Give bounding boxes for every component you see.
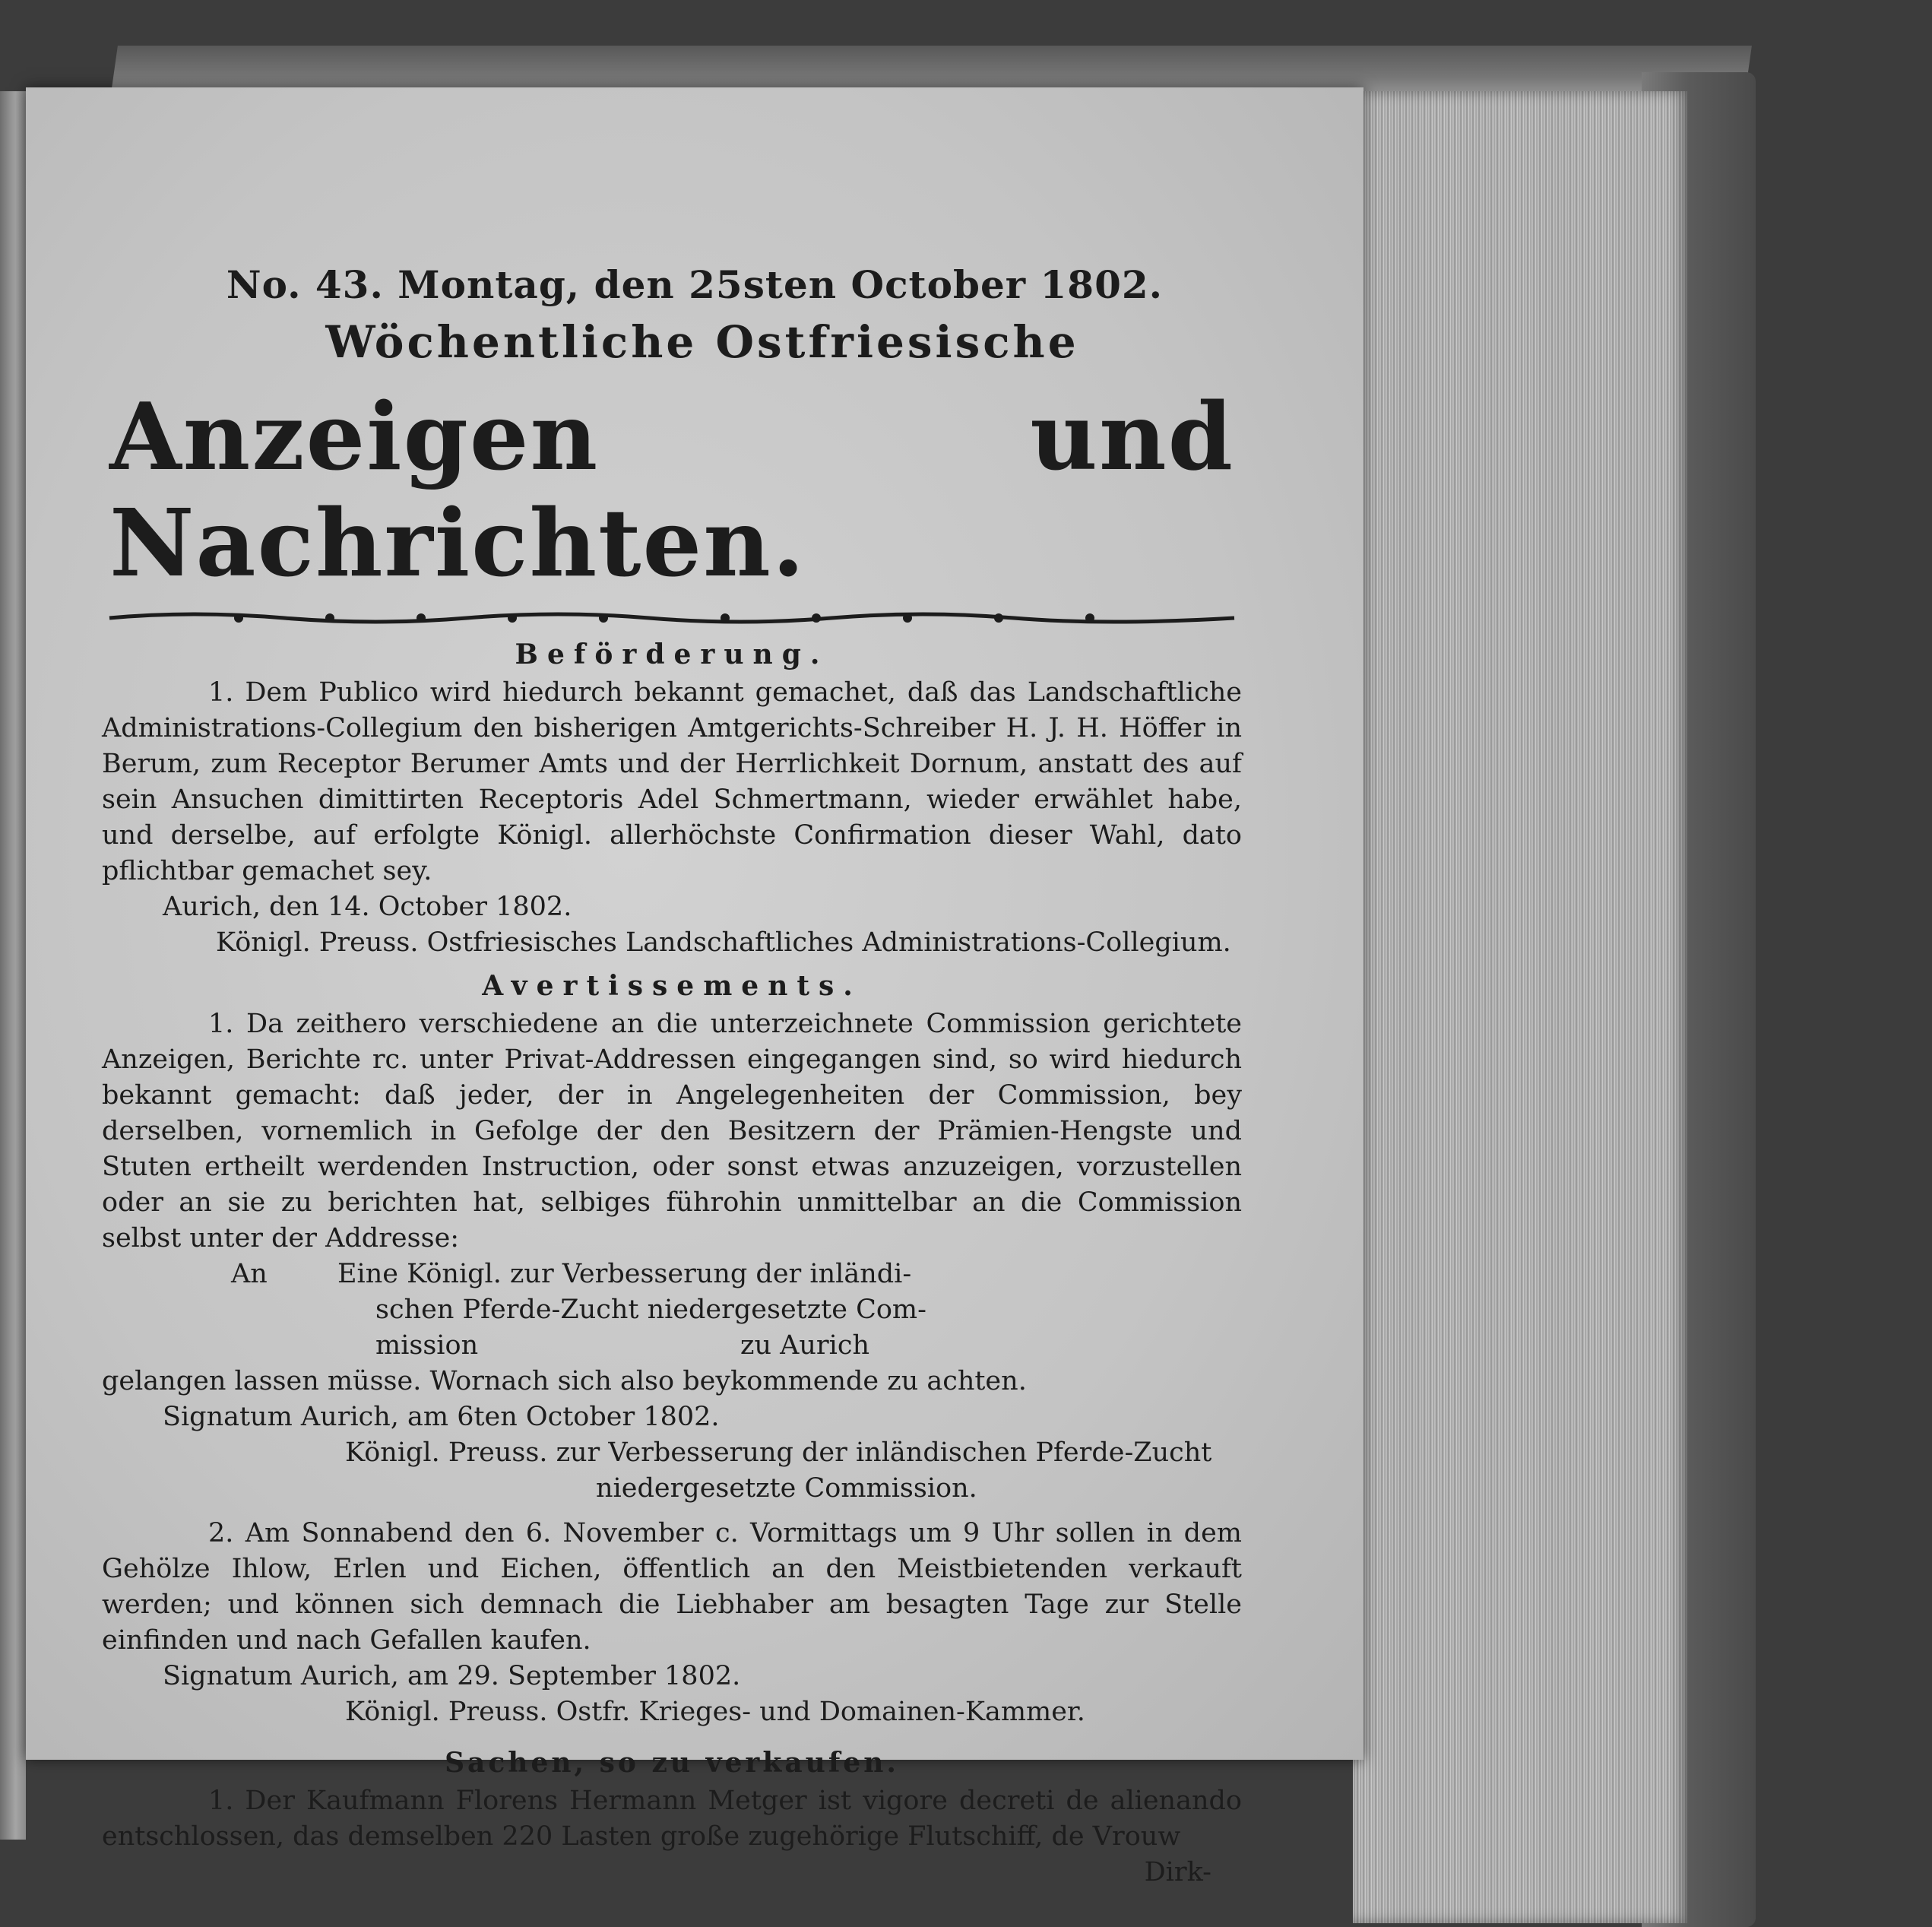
- sachen-paragraph: 1. Der Kaufmann Florens Hermann Metger ist vigore decreti de alienando entschlossen, das demselben 220 Lasten große zugehörige Flutschiff, de Vrouw: [102, 1786, 1242, 1852]
- masthead-title: Anzeigen und Nachrichten.: [109, 382, 1234, 597]
- address-line-3-right: zu Aurich: [740, 1330, 869, 1361]
- address-line-3: [337, 1328, 930, 1364]
- newspaper-page: [26, 87, 1363, 1887]
- avertissement-2-place-date: Signatum Aurich, am 29. September 1802.: [163, 1661, 741, 1691]
- avertissement-1-signature-1: Königl. Preuss. zur Verbesserung der inländischen Pferde-Zucht: [345, 1437, 1212, 1468]
- address-an: An: [231, 1259, 268, 1289]
- avertissement-1-closing: gelangen lassen müsse. Wornach sich also beykommende zu achten.: [102, 1366, 1027, 1396]
- address-line-2: schen Pferde-Zucht niedergesetzte Com-: [375, 1295, 926, 1325]
- befoerderung-paragraph: 1. Dem Publico wird hiedurch bekannt gemachet, daß das Landschaftliche Administrations-Collegium den bisherigen Amtgerichts-Schreiber H. J. H. Höffer in Berum, zum Receptor Berumer Amts und der Herrlichkeit Dornum, anstatt des auf sein Ansuchen dimittirten Receptoris Adel Schmertmann, wieder erwählet habe, und derselbe, auf erfolgte Königl. allerhöchste Confirmation dieser Wahl, dato pflichtbar gemachet sey.: [102, 677, 1242, 886]
- address-body: [337, 1257, 930, 1364]
- avertissement-1-signature-2: niedergesetzte Commission.: [596, 1473, 977, 1504]
- ornamental-rule: [102, 607, 1242, 629]
- page-content: [102, 262, 1242, 1891]
- address-line-3-left: mission: [375, 1330, 479, 1361]
- avertissement-2-paragraph: 2. Am Sonnabend den 6. November c. Vormittags um 9 Uhr sollen in dem Gehölze Ihlow, Erlen und Eichen, öffentlich an den Meistbietenden verkauft werden; und können sich demnach die Liebhaber am besagten Tage zur Stelle einfinden und nach Gefallen kaufen.: [102, 1518, 1242, 1656]
- page-block-edges: [1353, 91, 1687, 1923]
- catchword: Dirk-: [1144, 1857, 1211, 1887]
- issue-line: No. 43. Montag, den 25sten October 1802.: [226, 262, 1164, 307]
- befoerderung-place-date: Aurich, den 14. October 1802.: [163, 892, 572, 922]
- section-heading-sachen: Sachen, so zu verkaufen.: [445, 1747, 899, 1779]
- avertissement-2-signature: Königl. Preuss. Ostfr. Krieges- und Domainen-Kammer.: [345, 1697, 1085, 1727]
- section-heading-avertissements: Avertissements.: [482, 970, 862, 1002]
- commission-address: [102, 1257, 1242, 1364]
- befoerderung-signature: Königl. Preuss. Ostfriesisches Landschaftliches Administrations-Collegium.: [216, 927, 1231, 958]
- section-heading-befoerderung: Beförderung.: [515, 639, 829, 670]
- previous-page-edge: [0, 91, 26, 1840]
- avertissement-1-paragraph: 1. Da zeithero verschiedene an die unterzeichnete Commission gerichtete Anzeigen, Berichte rc. unter Privat-Addressen eingegangen sind, so wird hiedurch bekannt gemacht: daß jeder, der in Angelegenheiten der Commission, bey derselben, vornemlich in Gefolge der den Besitzern der Prämien-Hengste und Stuten ertheilt werdenden Instruction, oder sonst etwas anzuzeigen, vorzustellen oder an sie zu berichten hat, selbiges führohin unmittelbar an die Commission selbst unter der Addresse:: [102, 1009, 1242, 1254]
- address-line-1: Eine Königl. zur Verbesserung der inländi-: [337, 1259, 912, 1289]
- masthead-kicker: Wöchentliche Ostfriesische: [325, 316, 1079, 368]
- avertissement-1-place-date: Signatum Aurich, am 6ten October 1802.: [163, 1402, 720, 1432]
